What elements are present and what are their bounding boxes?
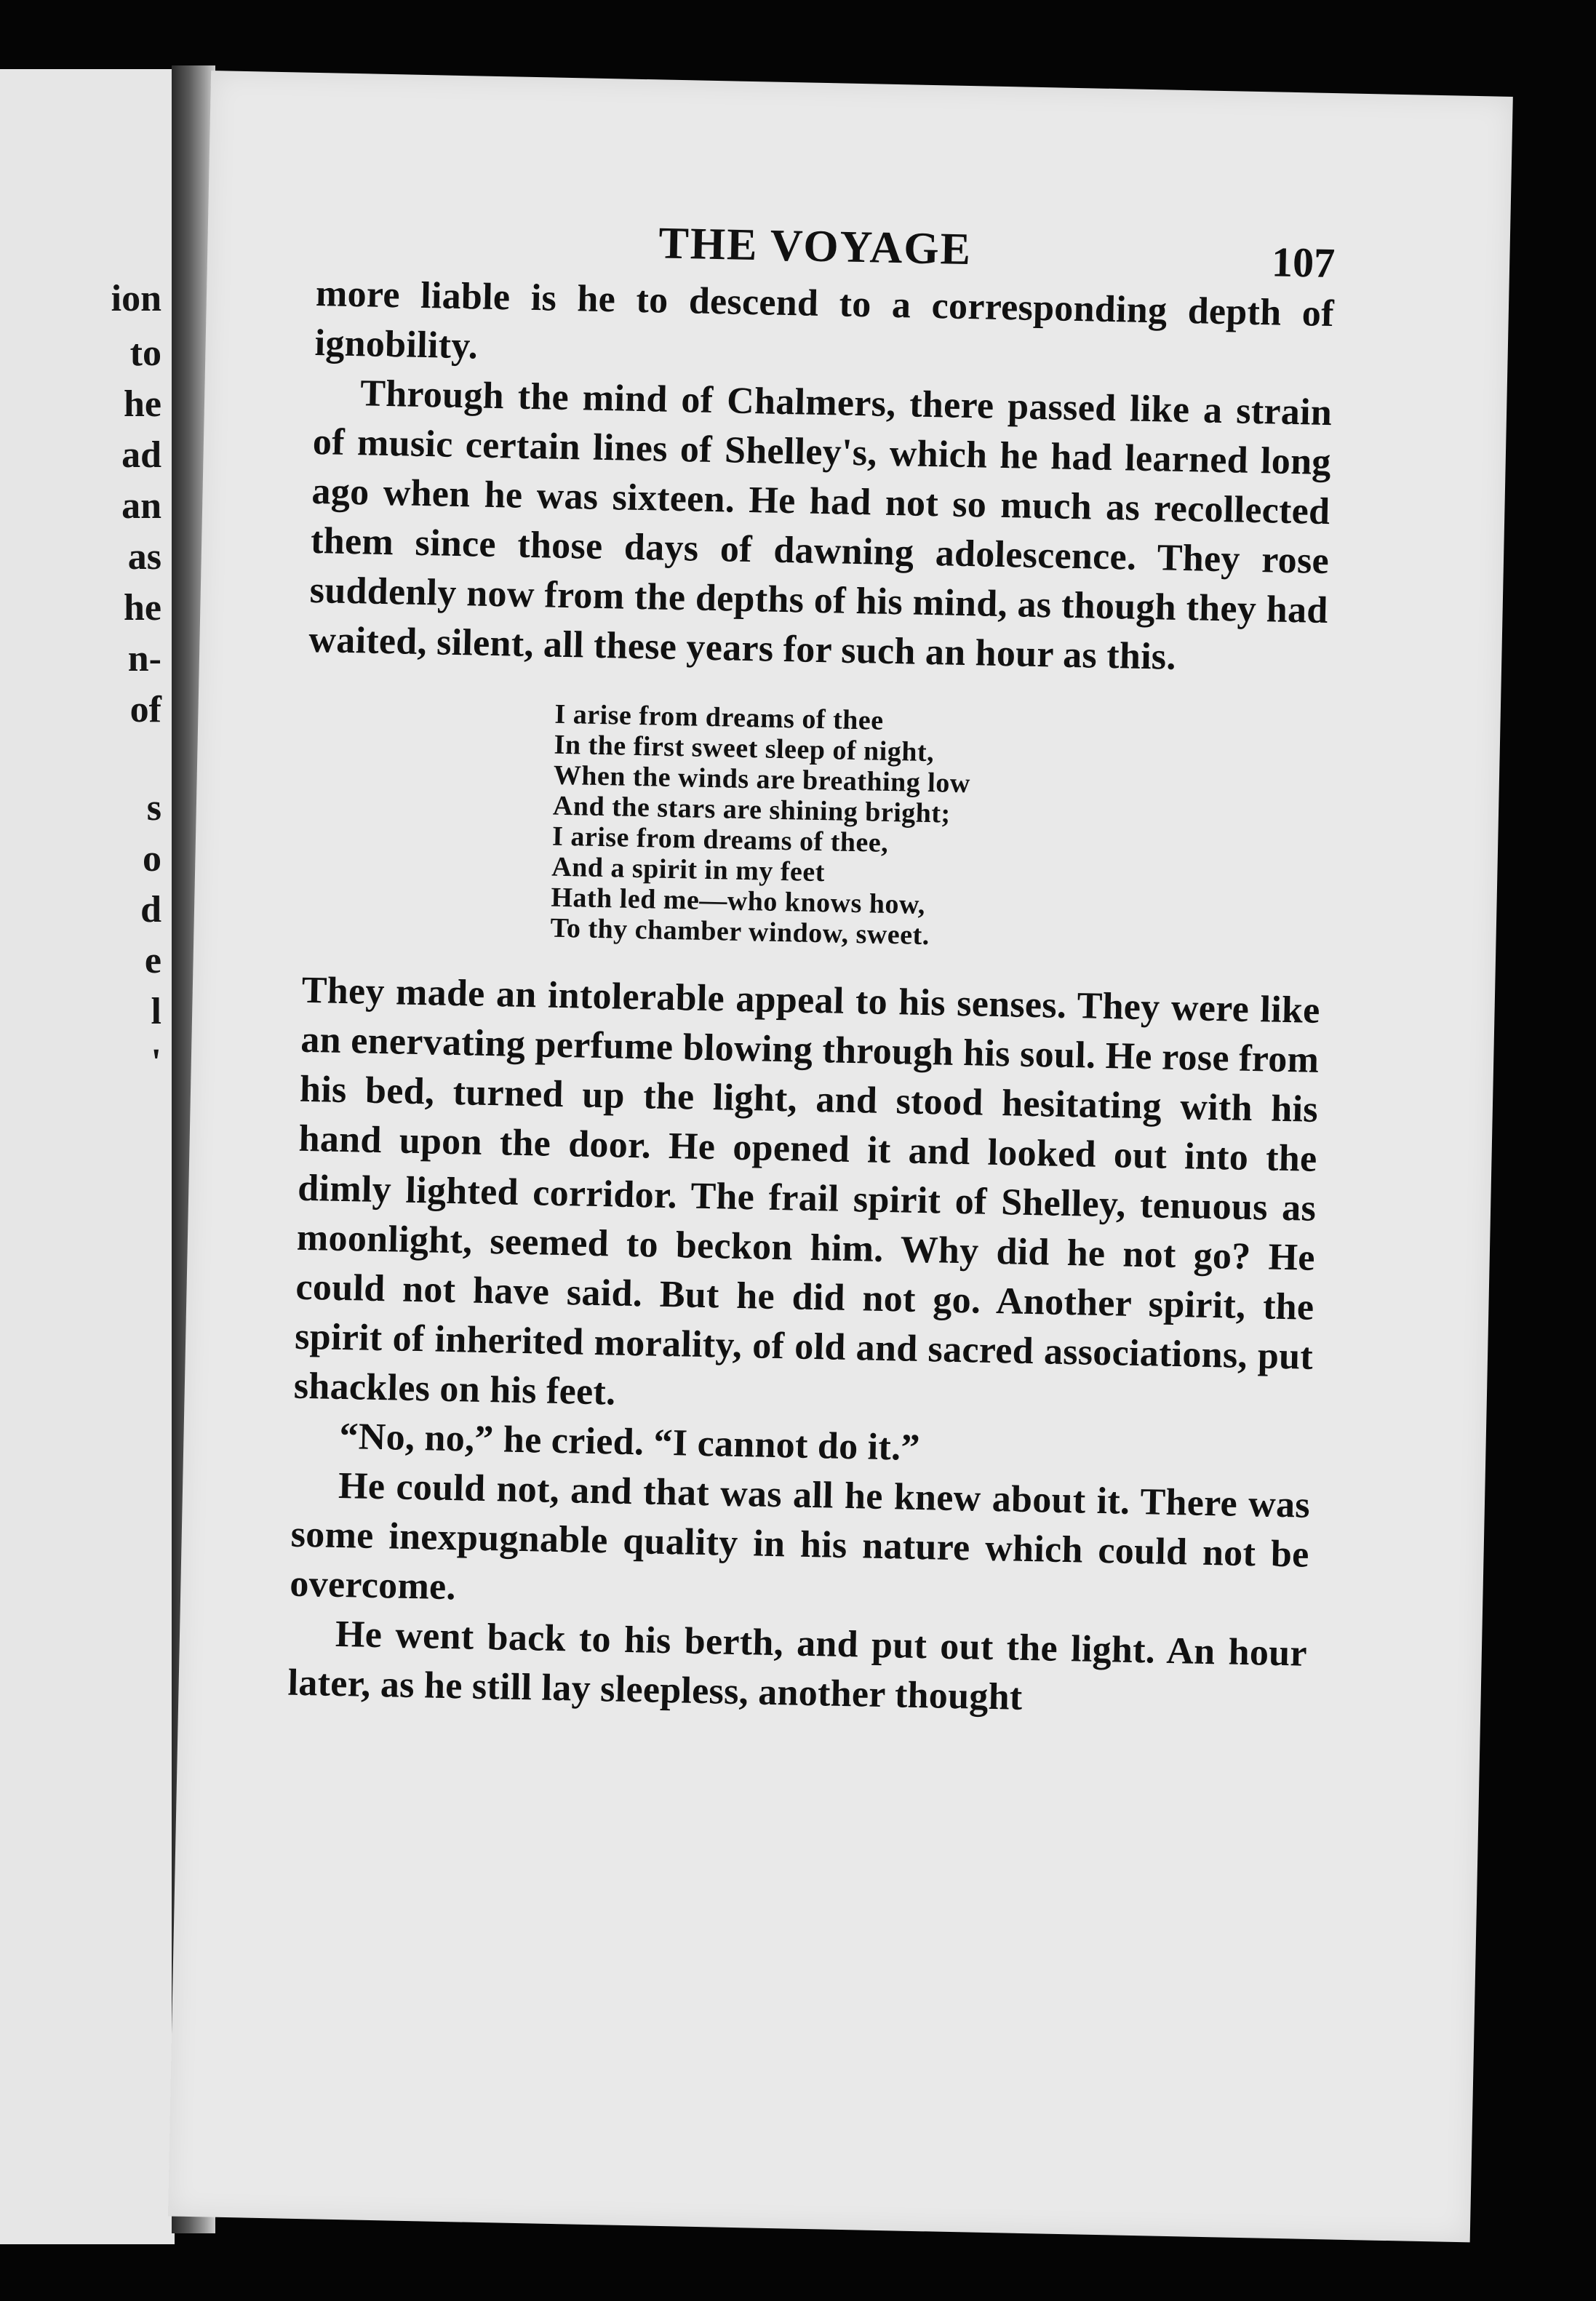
paragraph: more liable is he to descend to a corresponding depth of ignobility. xyxy=(314,272,1335,367)
left-page-fragment: o xyxy=(143,838,161,880)
verse-line: And the stars are shining bright; xyxy=(552,790,951,829)
paragraph: “No, no,” he cried. “I cannot do it.” xyxy=(338,1415,921,1469)
left-page-fragment: e xyxy=(144,940,161,981)
page-text-block xyxy=(287,211,1336,1728)
left-page-fragment: an xyxy=(121,485,161,527)
left-page-fragment: as xyxy=(127,536,161,578)
left-page-fragment: l xyxy=(151,991,161,1032)
verse-line: I arise from dreams of thee, xyxy=(551,821,889,858)
left-page-fragment: of xyxy=(129,689,161,730)
left-page-fragment: he xyxy=(124,587,161,629)
paragraph: They made an intolerable appeal to his senses. They were like an enervating perfume blowing through his soul. He rose from his bed, turned up the light, and stood hesitating with his hand upon the door. He opened it and looked out into the dimly lighted corridor. The frail spirit of Shelley, tenuous as moonlight, seemed to beckon him. Why did he not go? He could not have said. But he did not go. Another spirit, the spirit of inherited morality, of old and sacred associations, put shackles on his feet. xyxy=(293,969,1321,1413)
left-page-fragment: to xyxy=(129,332,161,374)
page-number: 107 xyxy=(1271,238,1336,287)
left-page-fragment: ' xyxy=(151,1042,161,1083)
verse-line: When the winds are breathing low xyxy=(553,759,971,799)
book-page xyxy=(168,71,1513,2242)
paragraph: He could not, and that was all he knew about it. There was some inexpugnable quality in his nature which could not be overcome. xyxy=(289,1464,1311,1608)
left-page-fragment: n- xyxy=(127,638,161,679)
left-page-fragment: s xyxy=(146,787,161,829)
verse-quotation xyxy=(550,699,1326,959)
verse-line: In the first sweet sleep of night, xyxy=(554,729,935,768)
left-page-fragment: d xyxy=(140,889,161,930)
paragraph: Through the mind of Chalmers, there passed like a strain of music certain lines of Shelley's, which he had learned long ago when he was sixteen. He had not so much as recollected them since those days of dawning adolescence. They rose suddenly now from the depths of his mind, as though they had waited, silent, all these years for such an hour as this. xyxy=(308,372,1333,678)
left-page-fragment: ion xyxy=(111,278,161,319)
verse-line: And a spirit in my feet xyxy=(551,851,826,888)
left-page-fragment: ad xyxy=(121,434,161,476)
previous-page-edge xyxy=(0,69,175,2244)
verse-line: I arise from dreams of thee xyxy=(554,698,885,736)
paragraph: He went back to his berth, and put out the light. An hour later, as he still lay sleepless, another thought xyxy=(287,1613,1308,1718)
verse-line: To thy chamber window, sweet. xyxy=(550,912,930,952)
running-title: THE VOYAGE xyxy=(658,218,973,275)
left-page-fragment: he xyxy=(124,383,161,425)
verse-line: Hath led me—who knows how, xyxy=(551,882,926,920)
